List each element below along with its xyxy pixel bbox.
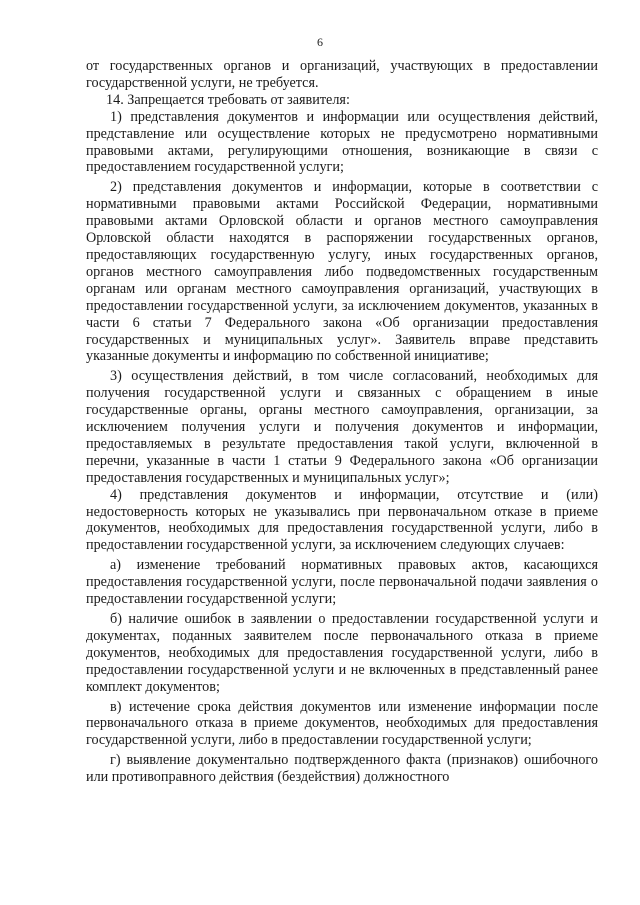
paragraph-subitem-b: б) наличие ошибок в заявлении о предоставлении государственной услуги и документах, поданных заявителем после первоначального отказа в приеме документов, необходимых для предоставления государственной услуги, либо в предоставлении государственной услуги и не включенных в представленный ранее комплект документов; <box>86 611 598 695</box>
paragraph-subitem-v: в) истечение срока действия документов или изменение информации после первоначального отказа в приеме документов, необходимых для предоставления государственной услуги, либо в предоставлении государственной услуги; <box>86 698 598 749</box>
paragraph-continuation: от государственных органов и организаций, участвующих в предоставлении государственной услуги, не требуется. <box>86 58 598 91</box>
paragraph-clause-14: 14. Запрещается требовать от заявителя: <box>106 91 350 108</box>
page-number: 6 <box>317 35 323 49</box>
document-body <box>86 58 598 786</box>
paragraph-subitem-a: а) изменение требований нормативных правовых актов, касающихся предоставления государственной услуги, после первоначальной подачи заявления о предоставлении государственной услуги; <box>86 557 598 608</box>
paragraph-subitem-g: г) выявление документально подтвержденного факта (признаков) ошибочного или противоправного действия (бездействия) должностного <box>86 752 598 786</box>
paragraph-item-2: 2) представления документов и информации, которые в соответствии с нормативными правовыми актами Российской Федерации, нормативными правовыми актами Орловской области и органов местного самоуправления Орловской области находятся в распоряжении государственных органов, предоставляющих государственную услугу, иных государственных органов, органов местного самоуправления либо подведомственных государственным органам или органам местного самоуправления организаций, участвующих в предоставлении государственной услуги, за исключением документов, указанных в части 6 статьи 7 Федерального закона «Об организации предоставления государственных и муниципальных услуг». Заявитель вправе представить указанные документы и информацию по собственной инициативе; <box>86 179 598 365</box>
paragraph-item-1: 1) представления документов и информации или осуществления действий, представление или осуществление которых не предусмотрено нормативными правовыми актами, регулирующими отношения, возникающие в связи с предоставлением государственной услуги; <box>86 108 598 176</box>
paragraph-item-3: 3) осуществления действий, в том числе согласований, необходимых для получения государственной услуги и связанных с обращением в иные государственные органы, органы местного самоуправления, организации, за исключением получения услуги и получения документов и информации, предоставляемых в результате предоставления такой услуги, включенной в перечни, указанные в части 1 статьи 9 Федерального закона «Об организации предоставления государственных и муниципальных услуг»; <box>86 368 598 486</box>
paragraph-item-4: 4) представления документов и информации, отсутствие и (или) недостоверность которых не указывались при первоначальном отказе в приеме документов, необходимых для предоставления государственной услуги, либо в предоставлении государственной услуги, за исключением следующих случаев: <box>86 486 598 554</box>
